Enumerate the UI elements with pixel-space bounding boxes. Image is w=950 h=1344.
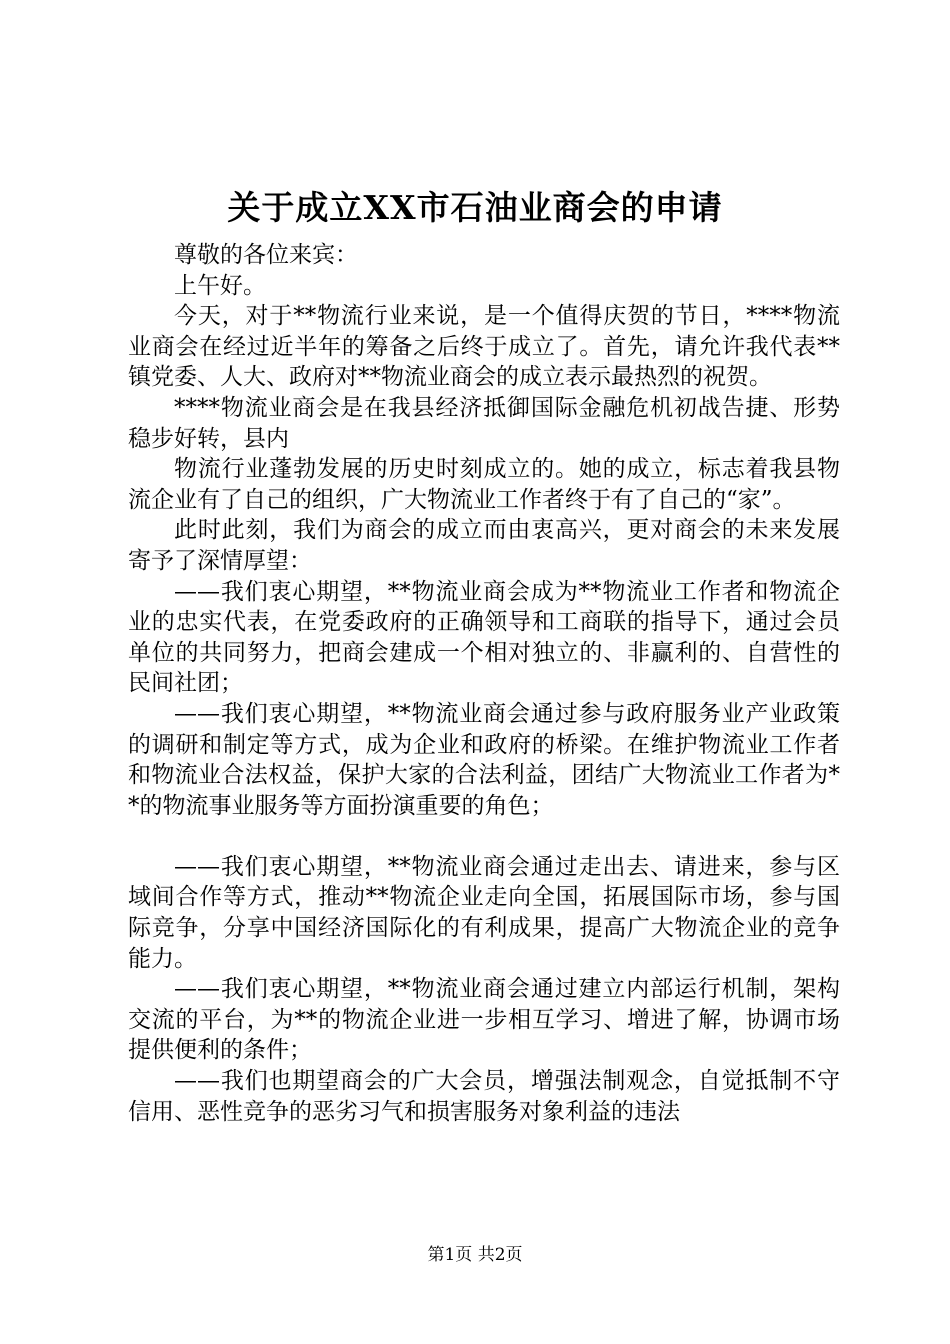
paragraph: 物流行业蓬勃发展的历史时刻成立的。她的成立，标志着我县物流企业有了自己的组织，广大物流业工作者终于有了自己的“家”。: [128, 456, 840, 513]
paragraph: ——我们衷心期望，**物流业商会通过建立内部运行机制，架构交流的平台，为**的物流企业进一步相互学习、增进了解，协调市场提供便利的条件；: [128, 976, 840, 1064]
paragraph: ——我们衷心期望，**物流业商会成为**物流业工作者和物流企业的忠实代表，在党委政府的正确领导和工商联的指导下，通过会员单位的共同努力，把商会建成一个相对独立的、非赢利的、自营性的民间社团；: [128, 578, 840, 697]
page-footer: 第1页 共2页: [427, 1245, 523, 1265]
document-title: 关于成立XX市石油业商会的申请: [227, 188, 723, 227]
paragraph: ——我们衷心期望，**物流业商会通过走出去、请进来，参与区域间合作等方式，推动**物流企业走向全国，拓展国际市场，参与国际竞争，分享中国经济国际化的有利成果，提高广大物流企业的竞争能力。: [128, 853, 840, 972]
paragraph: ——我们衷心期望，**物流业商会通过参与政府服务业产业政策的调研和制定等方式，成为企业和政府的桥梁。在维护物流业工作者和物流业合法权益，保护大家的合法利益，团结广大物流业工作者为**的物流事业服务等方面扮演重要的角色；: [128, 700, 840, 819]
paragraph: ——我们也期望商会的广大会员，增强法制观念，自觉抵制不守信用、恶性竞争的恶劣习气和损害服务对象利益的违法: [128, 1068, 840, 1125]
paragraph-greeting: 上午好。: [174, 272, 266, 299]
paragraph-salutation: 尊敬的各位来宾：: [174, 242, 358, 268]
blank-line: [128, 821, 840, 852]
paragraph: 此时此刻，我们为商会的成立而由衷高兴，更对商会的未来发展寄予了深情厚望：: [128, 517, 840, 574]
document-body: [128, 240, 840, 1127]
paragraph: ****物流业商会是在我县经济抵御国际金融危机初战告捷、形势稳步好转，县内: [128, 394, 840, 452]
paragraph: 今天，对于**物流行业来说，是一个值得庆贺的节日，****物流业商会在经过近半年的筹备之后终于成立了。首先，请允许我代表**镇党委、人大、政府对**物流业商会的成立表示最热烈的祝贺。: [128, 303, 840, 391]
